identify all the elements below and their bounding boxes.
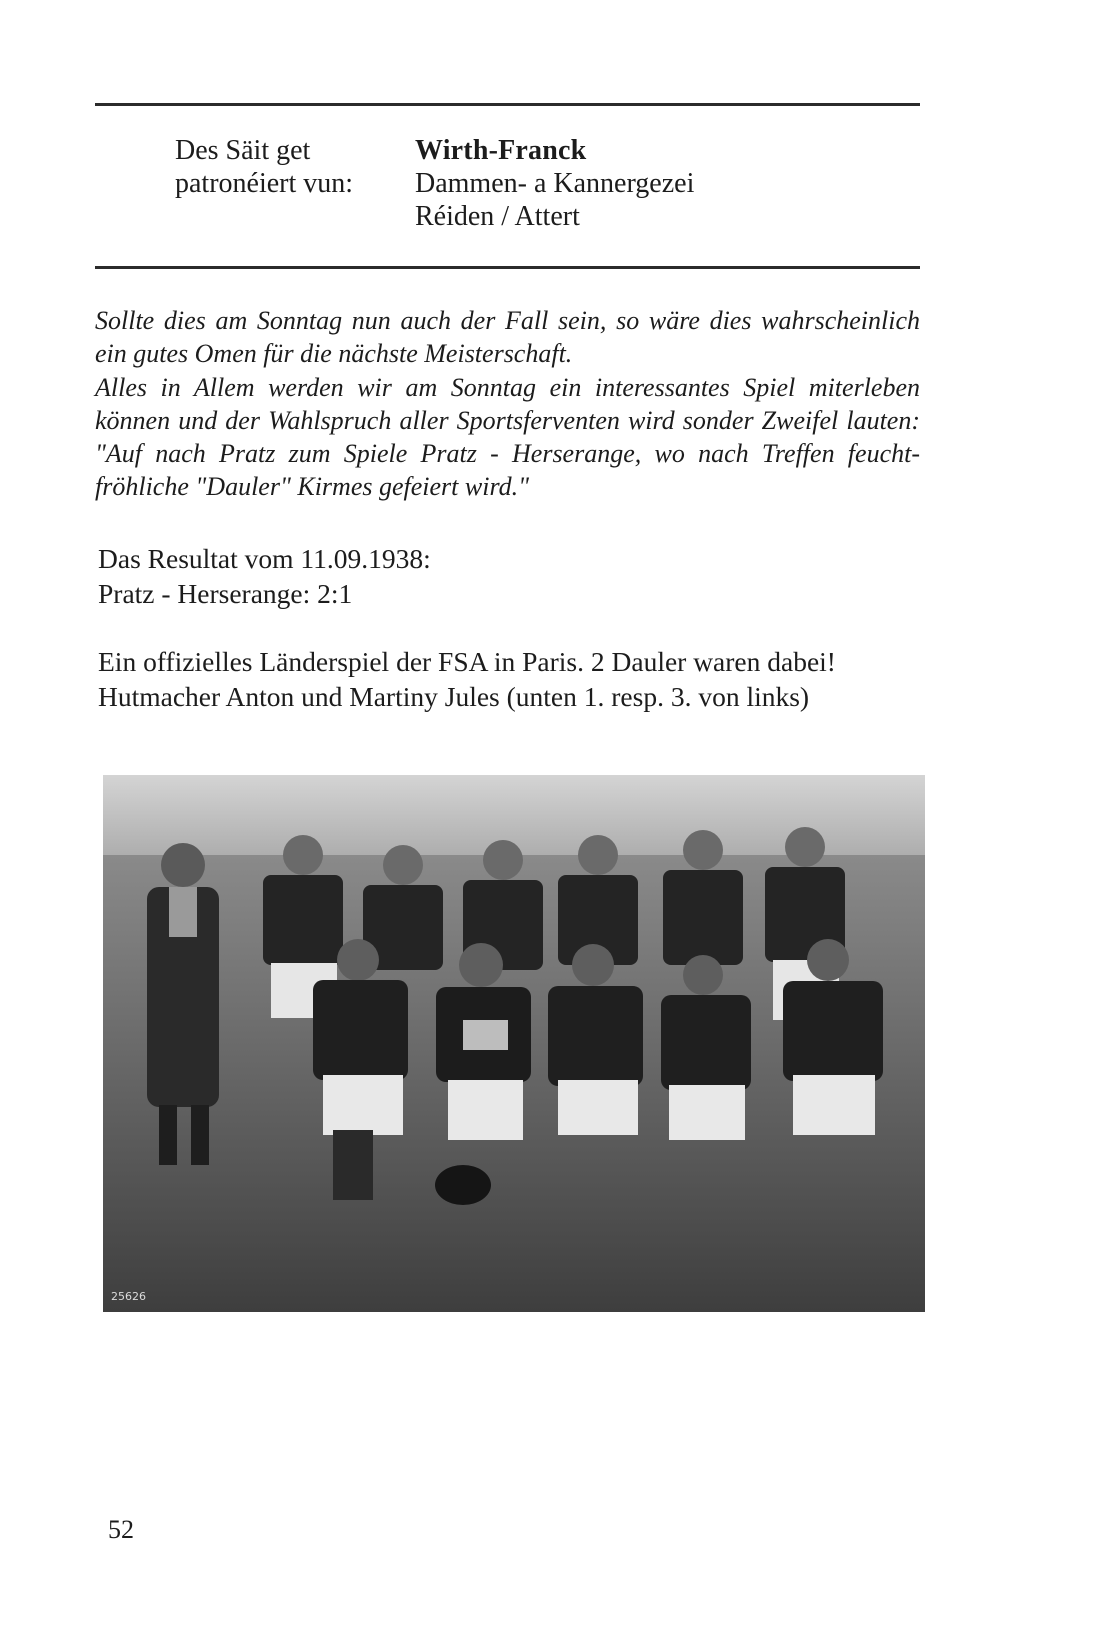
article-paragraph: Alles in Allem werden wir am Sonntag ein interessantes Spiel miterleben können und der Wahlspruch aller Sportsferventen wird sonder Zweifel lauten: "Auf nach Pratz zum Spiele Pratz - Herserange, wo nach Treffen feucht-fröhliche "Dauler" Kirmes gefeiert wird."	[95, 372, 920, 502]
caption-line: Ein offizielles Länderspiel der FSA in Paris. 2 Dauler waren dabei!	[98, 646, 836, 677]
sponsor-line: Dammen- a Kannergezei	[415, 168, 695, 199]
caption-line: Hutmacher Anton und Martiny Jules (unten 1. resp. 3. von links)	[98, 681, 810, 712]
sponsor-name: Wirth-Franck	[415, 135, 587, 166]
match-result	[98, 541, 431, 611]
bottom-rule	[95, 266, 920, 269]
article-paragraph: Sollte dies am Sonntag nun auch der Fall sein, so wäre dies wahrscheinlich ein gutes Omen für die nächste Meisterschaft.	[95, 306, 920, 369]
result-date-line: Das Resultat vom 11.09.1938:	[98, 543, 431, 574]
sponsor-line: Réiden / Attert	[415, 201, 580, 232]
top-rule	[95, 103, 920, 106]
sponsor-label	[175, 134, 405, 200]
team-photo	[103, 775, 925, 1312]
article-text	[95, 304, 920, 504]
result-score-line: Pratz - Herserange: 2:1	[98, 578, 353, 609]
photo-caption	[98, 644, 836, 714]
photo-stamp: 25626	[111, 1290, 146, 1303]
sponsor-label-line: patronéiert vun:	[175, 168, 354, 199]
team-photo-illustration	[103, 775, 925, 1312]
sponsor-label-line: Des Säit get	[175, 135, 311, 166]
page-number: 52	[108, 1515, 134, 1544]
sponsor-value	[415, 134, 835, 233]
